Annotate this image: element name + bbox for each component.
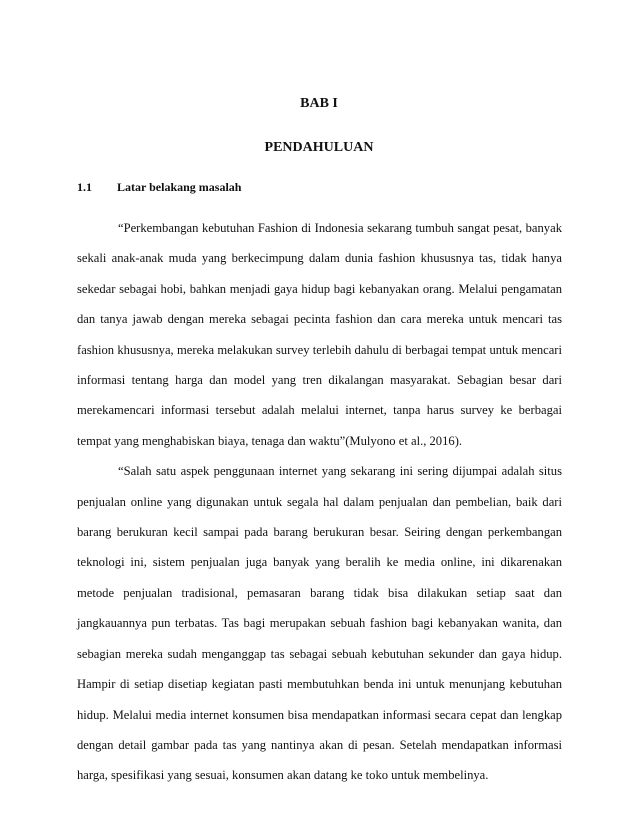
section-number: 1.1 (77, 180, 92, 194)
section-heading (77, 180, 241, 195)
chapter-number: BAB I (300, 96, 338, 111)
section-title: Latar belakang masalah (117, 180, 242, 194)
body-text (77, 213, 562, 791)
chapter-title: PENDAHULUAN (264, 140, 374, 155)
paragraph-1: “Perkembangan kebutuhan Fashion di Indonesia sekarang tumbuh sangat pesat, banyak sekali anak-anak muda yang berkecimpung dalam dunia fashion khususnya tas, tidak hanya sekedar sebagai hobi, bahkan menjadi gaya hidup bagi kebanyakan orang. Melalui pengamatan dan tanya jawab dengan mereka sebagai pecinta fashion dan cara mereka untuk mencari tas fashion khususnya, mereka melakukan survey terlebih dahulu di berbagai tempat untuk mencari informasi tentang harga dan model yang tren dikalangan masyarakat. Sebagian besar dari merekamencari informasi tersebut adalah melalui internet, tanpa harus survey ke berbagai tempat yang menghabiskan biaya, tenaga dan waktu”(Mulyono et al., 2016). (77, 221, 562, 448)
paragraph-2: “Salah satu aspek penggunaan internet yang sekarang ini sering dijumpai adalah situs penjualan online yang digunakan untuk segala hal dalam penjualan dan pembelian, baik dari barang berukuran kecil sampai pada barang berukuran besar. Seiring dengan perkembangan teknologi ini, sistem penjualan juga banyak yang beralih ke media online, ini dikarenakan metode penjualan tradisional, pemasaran barang tidak bisa dilakukan setiap saat dan jangkauannya pun terbatas. Tas bagi merupakan sebuah fashion bagi kebanyakan wanita, dan sebagian mereka sudah menganggap tas sebagai sebuah kebutuhan sekunder dan gaya hidup. Hampir di setiap disetiap kegiatan pasti membutuhkan benda ini untuk menunjang kebutuhan hidup. Melalui media internet konsumen bisa mendapatkan informasi secara cepat dan lengkap dengan detail gambar pada tas yang nantinya akan di pesan. Setelah mendapatkan informasi harga, spesifikasi yang sesuai, konsumen akan datang ke toko untuk membelinya. (77, 464, 562, 783)
